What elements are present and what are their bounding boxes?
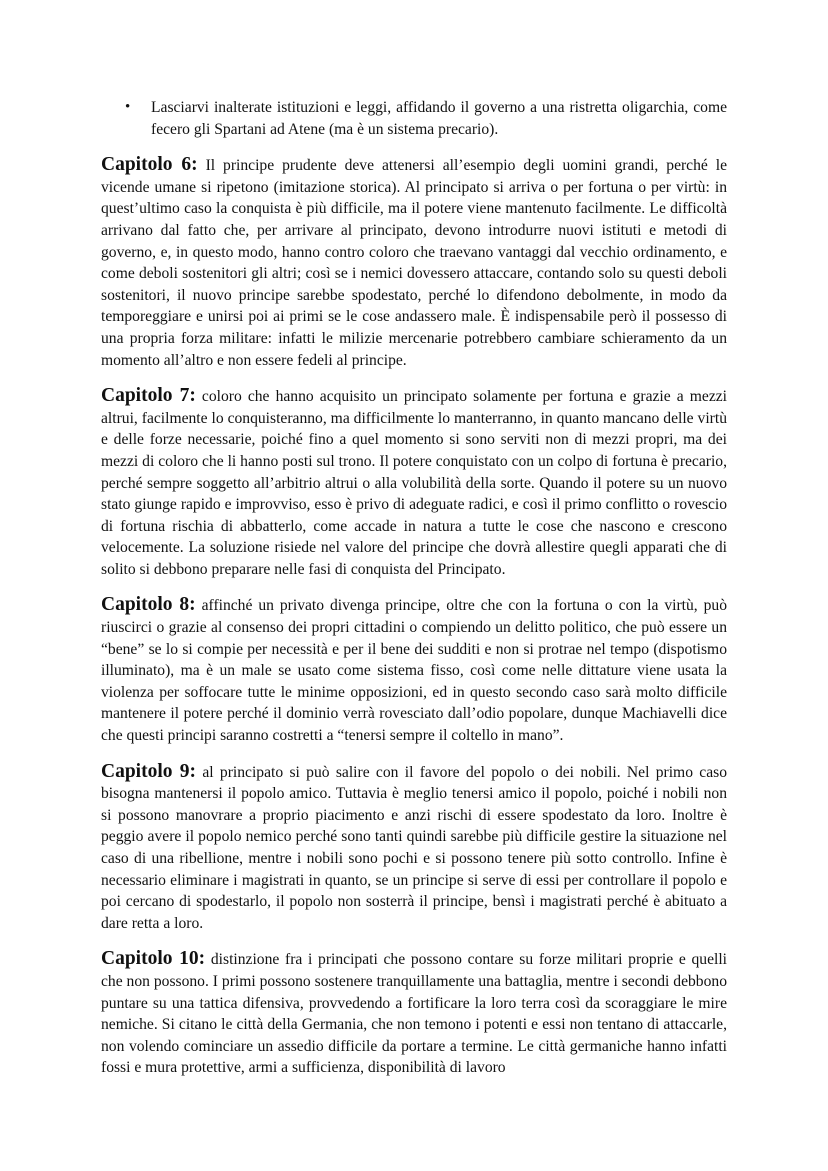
section-capitolo-6 bbox=[101, 154, 727, 371]
bullet-item bbox=[101, 97, 727, 140]
section-text: Il principe prudente deve attenersi all’esempio degli uomini grandi, perché le vicende umane si ripetono (imitazione storica). Al principato si arriva o per fortuna o per virtù: in quest’ultimo caso la conquista è più difficile, ma il potere viene mantenuto facilmente. Le difficoltà arrivano dal fatto che, per arrivare al principato, devono introdurre nuovi istituti e metodi di governo, e, in questo modo, hanno contro coloro che traevano vantaggi dal vecchio ordinamento, e come deboli sostenitori gli altri; così se i nemici dovessero attaccare, contando solo su questi deboli sostenitori, il nuovo principe sarebbe spodestato, perché lo difendono debolmente, in modo da temporeggiare e unirsi poi ai primi se le cose andassero male. È indispensabile però il possesso di una propria forza militare: infatti le milizie mercenarie potrebbero cambiare schieramento da un momento all’altro e non essere fedeli al principe. bbox=[101, 157, 728, 369]
bullet-list bbox=[101, 97, 727, 140]
section-title: Capitolo 9: bbox=[101, 760, 197, 782]
section-text: affinché un privato divenga principe, oltre che con la fortuna o con la virtù, può riuscirci o grazie al consenso dei propri cittadini o compiendo un delitto politico, che può essere un “bene” se lo si compie per necessità e per il bene dei sudditi e non si protrae nel tempo (dispotismo illuminato), ma è un male se usato come sistema fisso, così come nelle dittature viene usata la violenza per soffocare tutte le minime opposizioni, ed in questo secondo caso sarà molto difficile mantenere il potere perché il dominio verrà rovesciato dall’odio popolare, dunque Machiavelli dice che questi principi saranno costretti a “tenersi sempre il coltello in mano”. bbox=[101, 597, 727, 745]
bullet-icon: • bbox=[125, 99, 131, 115]
section-text: distinzione fra i principati che possono contare su forze militari proprie e quelli che non possono. I primi possono sostenere tranquillamente una battaglia, mentre i secondi debbono puntare su una tattica difensiva, provvedendo a fortificare la loro terra così da scoraggiare le mire nemiche. Si citano le città della Germania, che non temono i potenti e essi non tentano di attaccarle, non volendo cominciare un assedio difficile da portare a termine. Le città germaniche hanno infatti fossi e mura protettive, armi a sufficienza, disponibilità di lavoro bbox=[101, 951, 728, 1077]
section-title: Capitolo 7: bbox=[101, 385, 196, 407]
section-capitolo-10 bbox=[101, 948, 727, 1079]
section-title: Capitolo 6: bbox=[101, 154, 198, 176]
section-title: Capitolo 10: bbox=[101, 948, 206, 970]
section-capitolo-8 bbox=[101, 594, 727, 746]
bullet-text: Lasciarvi inalterate istituzioni e leggi, affidando il governo a una ristretta oligarchia, come fecero gli Spartani ad Atene (ma è un sistema precario). bbox=[151, 99, 727, 138]
section-title: Capitolo 8: bbox=[101, 594, 196, 616]
section-text: al principato si può salire con il favore del popolo o dei nobili. Nel primo caso bisogna mantenersi il popolo amico. Tuttavia è meglio tenersi amico il popolo, poiché i nobili non si possono manovrare a proprio piacimento e anzi rischi di essere spodestato da loro. Inoltre è peggio avere il popolo nemico perché sono tanti quindi sarebbe più difficile gestire la situazione nel caso di una ribellione, mentre i nobili sono pochi e si possono tenere più sotto controllo. Infine è necessario eliminare i magistrati in quanto, se un principe si serve di essi per controllare il popolo e poi cercano di spodestarlo, il popolo non sosterrà il principe, bensì i magistrati perché è abituato a dare retta a loro. bbox=[101, 763, 728, 932]
section-capitolo-7 bbox=[101, 385, 727, 580]
section-capitolo-9 bbox=[101, 761, 727, 935]
section-text: coloro che hanno acquisito un principato solamente per fortuna e grazie a mezzi altrui, facilmente lo conquisteranno, ma difficilmente lo manterranno, in quanto mancano delle virtù e delle forze necessarie, poiché fino a quel momento si sono serviti non di mezzi propri, ma dei mezzi di coloro che li hanno posti sul trono. Il potere conquistato con un colpo di fortuna è precario, perché sempre soggetto all’arbitrio altrui o alla volubilità della sorte. Quando il potere su un nuovo stato giunge rapido e improvviso, esso è privo di adeguate radici, e così il primo conflitto o rovescio di fortuna rischia di abbatterlo, come accade in natura a tutte le cose che nascono e crescono velocemente. La soluzione risiede nel valore del principe che dovrà allestire quegli apparati che di solito si debbono preparare nelle fasi di conquista del Principato. bbox=[101, 388, 728, 578]
document-page bbox=[101, 97, 727, 1093]
